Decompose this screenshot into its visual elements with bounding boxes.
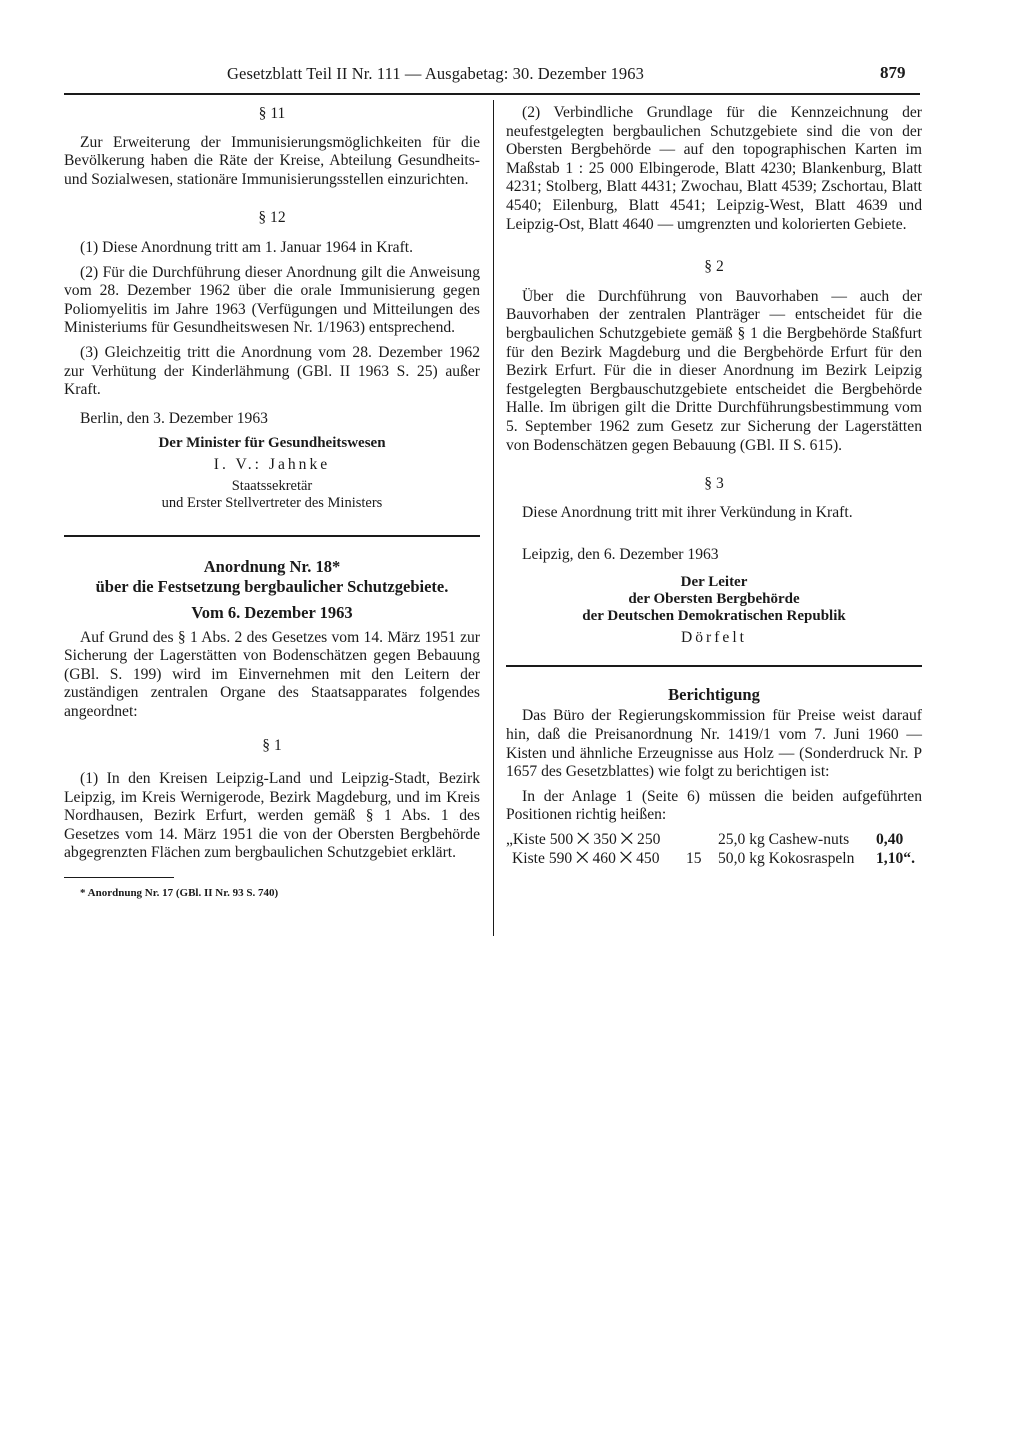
row-qty: 15 <box>686 849 702 867</box>
row-item: Kiste 590 ⨉ 460 ⨉ 450 <box>512 849 660 867</box>
section-1-paragraph-2: (2) Verbindliche Grundlage für die Kennzeichnung der neufestgelegten bergbaulichen Schutzgebiete sind die von der Obersten Bergbehörde — auf den topographischen Karten im Maßstab 1 : 25 000 Elbingerode, Blatt 4230; Blankenburg, Blatt 4231; Stolberg, Blatt 4431; Zwochau, Blatt 4539; Zschortau, Blatt 4540; Eilenburg, Blatt 4541; Leipzig-West, Blatt 4639 und Leipzig-Ost, Blatt 4640 — umgrenzten und kolorierten Gebiete. <box>506 104 922 233</box>
page-number: 879 <box>880 63 906 82</box>
column-divider <box>493 100 494 936</box>
place-date-leipzig: Leipzig, den 6. Dezember 1963 <box>522 546 719 564</box>
decree-preamble: Auf Grund des § 1 Abs. 2 des Gesetzes vom 14. März 1951 zur Sicherung der Lagerstätten von Bodenschätzen gegen Bebauung (GBl. S. 199) wird im Einvernehmen mit den Leitern der zuständigen zentralen Organe des Staatsapparates folgendes angeordnet: <box>64 628 480 720</box>
section-12-paragraph-3: (3) Gleichzeitig tritt die Anordnung vom 28. Dezember 1962 zur Verhütung der Kinderlähmung (GBl. II 1963 S. 25) außer Kraft. <box>64 343 480 399</box>
section-3-text: Diese Anordnung tritt mit ihrer Verkündung in Kraft. <box>522 503 853 521</box>
correction-text-2: In der Anlage 1 (Seite 6) müssen die beiden aufgeführten Positionen richtig heißen: <box>506 787 922 824</box>
signer-role-1: Staatssekretär <box>231 477 313 494</box>
table-row <box>506 850 922 869</box>
row-price: 1,10“. <box>876 849 915 867</box>
section-12-paragraph-2: (2) Für die Durchführung dieser Anordnung gilt die Anweisung vom 28. Dezember 1962 über die orale Immunisierung gegen Poliomyelitis im Jahre 1963 (Verfügungen und Mitteilungen des Ministeriums für Gesundheitswesen Nr. 1/1963) entsprechend. <box>64 263 480 337</box>
section-11-heading: § 11 <box>258 105 286 122</box>
section-2-heading: § 2 <box>704 258 724 276</box>
section-3-heading: § 3 <box>704 475 724 493</box>
section-12-heading: § 12 <box>258 209 286 227</box>
running-title: Gesetzblatt Teil II Nr. 111 — Ausgabetag: 30. Dezember 1963 <box>227 64 644 83</box>
section-1-heading: § 1 <box>262 737 282 755</box>
section-11-text: Zur Erweiterung der Immunisierungsmöglichkeiten für die Bevölkerung haben die Räte der Kreise, Abteilung Gesundheits- und Sozialwesen, stationäre Immunisierungsstellen einzurichten. <box>64 133 480 188</box>
signer-line-3: der Deutschen Demokratischen Republik <box>582 607 846 624</box>
decree-title-2: über die Festsetzung bergbaulicher Schutzgebiete. <box>95 576 449 596</box>
row-desc: 50,0 kg Kokosraspeln <box>718 849 855 867</box>
left-column <box>64 104 480 903</box>
section-separator <box>64 535 480 537</box>
footnote: * Anordnung Nr. 17 (GBl. II Nr. 93 S. 740) <box>80 887 279 900</box>
section-12-paragraph-1: (1) Diese Anordnung tritt am 1. Januar 1964 in Kraft. <box>80 238 414 256</box>
signer-line-1: Der Leiter <box>680 573 748 590</box>
footnote-rule <box>64 877 174 878</box>
signer-role-2: und Erster Stellvertreter des Ministers <box>161 494 383 511</box>
correction-separator <box>506 665 922 667</box>
table-row <box>506 831 922 850</box>
row-qty <box>686 831 718 850</box>
row-price: 0,40 <box>876 831 904 849</box>
section-1-paragraph-1: (1) In den Kreisen Leipzig-Land und Leipzig-Stadt, Bezirk Leipzig, im Kreis Wernigerode, Bezirk Magdeburg, und im Kreis Nordhausen, Bezirk Erfurt, werden gemäß § 1 Abs. 1 des Gesetzes vom 14. März 1951 die von der Obersten Bergbehörde abgegrenzten Flächen zum bergbaulichen Schutzgebiet erklärt. <box>64 770 480 862</box>
decree-title-1: Anordnung Nr. 18* <box>203 556 341 576</box>
signer-name-right: Dörfelt <box>680 628 748 646</box>
row-item: „Kiste 500 ⨉ 350 ⨉ 250 <box>506 831 661 849</box>
signer-title: Der Minister für Gesundheitswesen <box>158 435 386 452</box>
correction-heading: Berichtigung <box>668 685 760 705</box>
correction-text: Das Büro der Regierungskommission für Preise weist darauf hin, daß die Preisanordnung Nr. 1419/1 vom 7. Juni 1960 — Kisten und ähnliche Erzeugnisse aus Holz — (Sonderdruck Nr. P 1657 des Gesetzblattes) wie folgt zu berichtigen ist: <box>506 707 922 781</box>
place-date-berlin: Berlin, den 3. Dezember 1963 <box>80 409 268 427</box>
signer-line-2: der Obersten Bergbehörde <box>628 590 800 607</box>
row-desc: 25,0 kg Cashew-nuts <box>718 831 850 849</box>
header-rule <box>64 93 920 95</box>
section-2-text: Über die Durchführung von Bauvorhaben — auch der Bauvorhaben der zentralen Planträger — entscheidet für die bergbaulichen Schutzgebiete gemäß § 1 die Bergbehörde Staßfurt für den Bezirk Magdeburg und die Bergbehörde Erfurt für den Bezirk Erfurt. Für die in dieser Anordnung im Bezirk Leipzig festgelegten Bergbauschutzgebiete entscheidet die Bergbehörde Halle. Im übrigen gilt die Dritte Durchführungsbestimmung vom 5. September 1962 zum Gesetz zur Sicherung der Lagerstätten von Bodenschätzen gegen Bebauung (GBl. II S. 615). <box>506 287 922 454</box>
signer-name: I. V.: Jahnke <box>213 455 331 473</box>
correction-table <box>506 831 922 868</box>
decree-date: Vom 6. Dezember 1963 <box>191 602 353 622</box>
right-column <box>506 104 922 868</box>
